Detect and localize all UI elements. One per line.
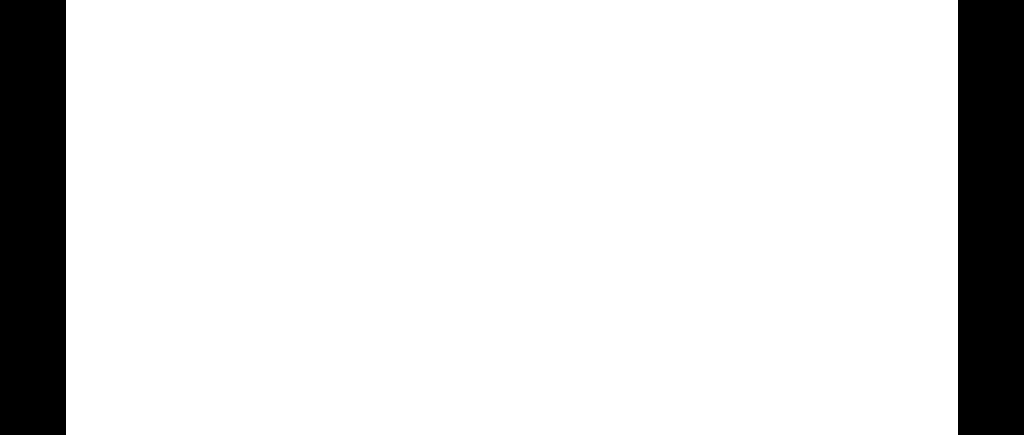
worksheet: [66, 0, 958, 435]
